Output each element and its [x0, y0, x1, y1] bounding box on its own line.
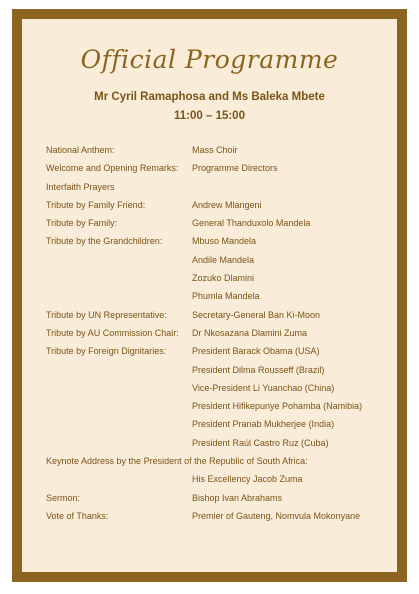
programme-directors: Mr Cyril Ramaphosa and Ms Baleka Mbete [94, 91, 325, 103]
programme-row [46, 511, 396, 529]
programme-row [46, 419, 396, 437]
item-label: Tribute by UN Representative: [46, 309, 167, 320]
item-label: Vote of Thanks: [46, 510, 109, 521]
item-performer: Andile Mandela [192, 254, 255, 265]
item-label: Sermon: [46, 492, 81, 503]
item-label: National Anthem: [46, 145, 115, 155]
programme-row [46, 255, 396, 273]
item-label: Welcome and Opening Remarks: [46, 163, 179, 174]
item-performer: His Excellency Jacob Zuma [192, 474, 303, 485]
item-label: Interfaith Prayers [46, 181, 115, 192]
item-performer: Phumla Mandela [192, 291, 260, 302]
item-performer: General Thanduxolo Mandela [192, 218, 311, 229]
programme-time: 11:00 – 15:00 [174, 110, 245, 122]
programme-row [46, 474, 396, 492]
programme-list [46, 145, 396, 529]
programme-row [46, 401, 396, 419]
item-performer: Vice-President Li Yuanchao (China) [192, 382, 335, 393]
programme-row [46, 438, 396, 456]
programme-row [46, 346, 396, 364]
item-performer: Dr Nkosazana Dlamini Zuma [192, 327, 308, 338]
programme-row [46, 493, 396, 511]
programme-row [46, 273, 396, 291]
programme-row [46, 365, 396, 383]
item-performer: Secretary-General Ban Ki-Moon [192, 309, 321, 320]
item-performer: President Dilma Rousseff (Brazil) [192, 364, 325, 375]
item-performer: President Hifikepunye Pohamba (Namibia) [192, 401, 363, 412]
programme-row [46, 383, 396, 401]
programme-row [46, 456, 396, 474]
item-label: Tribute by Family: [46, 218, 118, 229]
item-label: Tribute by Foreign Dignitaries: [46, 346, 167, 357]
programme-card [12, 9, 407, 582]
item-performer: Mbuso Mandela [192, 236, 257, 247]
programme-title: Official Programme [80, 45, 339, 74]
programme-row [46, 200, 396, 218]
item-performer: Premier of Gauteng, Nomvula Mokonyane [192, 510, 361, 521]
programme-row [46, 145, 396, 163]
programme-row [46, 236, 396, 254]
programme-row [46, 328, 396, 346]
item-performer: President Pranab Mukherjee (India) [192, 419, 335, 430]
item-label: Tribute by the Grandchildren: [46, 236, 163, 247]
item-performer: Andrew Mlangeni [192, 199, 262, 210]
item-label: Tribute by Family Friend: [46, 199, 146, 210]
programme-row [46, 310, 396, 328]
item-performer: President Raúl Castro Ruz (Cuba) [192, 437, 329, 448]
item-label: Tribute by AU Commission Chair: [46, 327, 179, 338]
item-performer: President Barack Obama (USA) [192, 346, 320, 357]
programme-row [46, 218, 396, 236]
item-performer: Mass Choir [192, 145, 238, 155]
item-performer: Zozuko Dlamini [192, 273, 255, 284]
item-performer: Bishop Ivan Abrahams [192, 492, 283, 503]
programme-row [46, 163, 396, 181]
programme-row [46, 182, 396, 200]
item-performer: Programme Directors [192, 163, 278, 174]
programme-row [46, 291, 396, 309]
item-label: Keynote Address by the President of the Republic of South Africa: [46, 456, 308, 467]
